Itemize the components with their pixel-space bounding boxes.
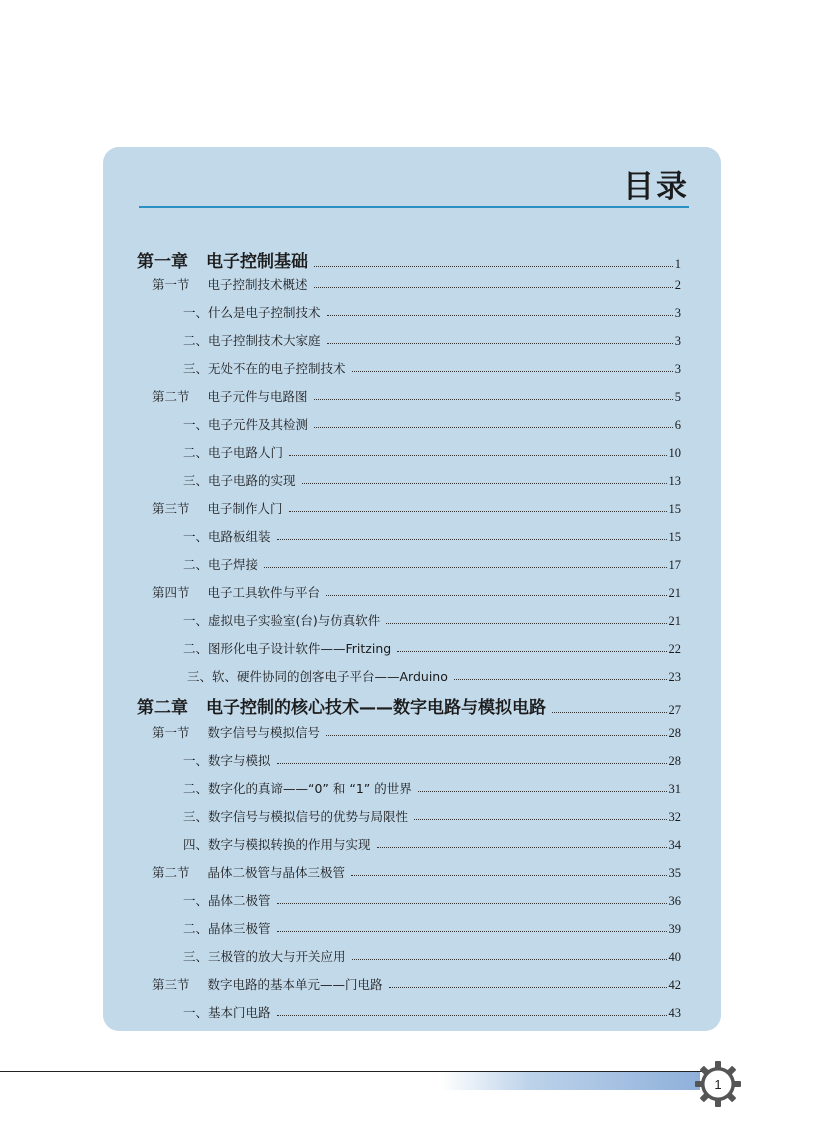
toc-panel (103, 147, 721, 1031)
toc-page-number: 17 (668, 558, 681, 572)
toc-page-number: 31 (668, 782, 681, 796)
toc-page-number: 3 (674, 306, 681, 320)
toc-dot-leader (302, 483, 667, 484)
toc-entry-title: 三、软、硬件协同的创客电子平台——Arduino (187, 669, 448, 684)
toc-dot-leader (314, 266, 673, 267)
toc-entry-label: 第一节 (152, 725, 190, 740)
toc-entry-title: 四、数字与模拟转换的作用与实现 (183, 837, 371, 852)
toc-section-row[interactable] (152, 975, 681, 993)
toc-entry-title: 一、基本门电路 (183, 1005, 271, 1020)
toc-entry-title: 二、图形化电子设计软件——Fritzing (183, 641, 392, 656)
toc-entry-label: 第三节 (152, 501, 190, 516)
toc-entry-title: 电子控制技术概述 (207, 277, 308, 292)
title-divider (139, 206, 689, 208)
toc-entry-title: 一、什么是电子控制技术 (183, 305, 321, 320)
page-title: 目录 (623, 169, 689, 205)
toc-dot-leader (277, 903, 667, 904)
toc-entry-title: 三、电子电路的实现 (183, 473, 296, 488)
toc-entry-title: 数字信号与模拟信号 (207, 725, 321, 740)
toc-item-row[interactable] (183, 779, 681, 797)
toc-dot-leader (277, 763, 667, 764)
toc-entry-title: 数字电路的基本单元——门电路 (207, 977, 383, 992)
toc-page-number: 42 (668, 978, 681, 992)
toc-item-row[interactable] (183, 891, 681, 909)
toc-entry-title: 一、晶体二极管 (183, 893, 271, 908)
toc-entry-label: 第三节 (152, 977, 190, 992)
toc-dot-leader (377, 847, 667, 848)
toc-dot-leader (397, 651, 666, 652)
toc-entry-title: 晶体二极管与晶体三极管 (207, 865, 346, 880)
toc-item-row[interactable] (183, 527, 681, 545)
toc-item-row[interactable] (183, 835, 681, 853)
toc-entry-title: 电子元件与电路图 (207, 389, 308, 404)
toc-entry-label: 第一章 (137, 252, 188, 272)
toc-item-row[interactable] (183, 359, 681, 377)
toc-dot-leader (314, 287, 673, 288)
toc-page-number: 43 (668, 1006, 681, 1020)
toc-entry-title: 三、无处不在的电子控制技术 (183, 361, 346, 376)
toc-dot-leader (326, 595, 666, 596)
toc-dot-leader (418, 791, 667, 792)
toc-page-number: 15 (668, 530, 681, 544)
toc-dot-leader (264, 567, 666, 568)
toc-item-row[interactable] (183, 919, 681, 937)
toc-page-number: 6 (674, 418, 681, 432)
toc-page-number: 5 (674, 390, 681, 404)
toc-page-number: 21 (668, 586, 681, 600)
toc-page-number: 10 (668, 446, 681, 460)
toc-dot-leader (277, 931, 667, 932)
toc-page-number: 40 (668, 950, 681, 964)
toc-dot-leader (314, 399, 673, 400)
toc-page-number: 34 (668, 838, 681, 852)
toc-entry-title: 电子制作人门 (207, 501, 283, 516)
toc-dot-leader (351, 875, 666, 876)
toc-entry-title: 电子控制的核心技术——数字电路与模拟电路 (206, 698, 546, 718)
toc-entry-title: 一、电路板组装 (183, 529, 271, 544)
toc-page-number: 15 (668, 502, 681, 516)
toc-entry-title: 一、数字与模拟 (183, 753, 271, 768)
toc-section-row[interactable] (152, 723, 681, 741)
toc-entry-title: 二、数字化的真谛——“0” 和 “1” 的世界 (183, 781, 412, 796)
toc-entry-title: 二、晶体三极管 (183, 921, 271, 936)
toc-dot-leader (314, 427, 673, 428)
toc-entry-title: 一、电子元件及其检测 (183, 417, 309, 432)
toc-dot-leader (289, 511, 667, 512)
toc-section-row[interactable] (152, 863, 681, 881)
toc-entry-title: 二、电子电路人门 (183, 445, 284, 460)
toc-entry-label: 第一节 (152, 277, 190, 292)
toc-chapter-row[interactable] (137, 247, 681, 272)
toc-page-number: 36 (668, 894, 681, 908)
toc-item-row[interactable] (183, 807, 681, 825)
toc-page-number: 28 (668, 754, 681, 768)
toc-entry-title: 电子控制基础 (206, 252, 308, 272)
toc-dot-leader (552, 712, 667, 713)
toc-section-row[interactable] (152, 275, 681, 293)
toc-entry-title: 二、电子控制技术大家庭 (183, 333, 321, 348)
toc-dot-leader (352, 371, 673, 372)
toc-item-row[interactable] (183, 639, 681, 657)
toc-section-row[interactable] (152, 583, 681, 601)
toc-page-number: 23 (668, 670, 681, 684)
toc-item-row[interactable] (183, 331, 681, 349)
toc-page-number: 2 (674, 278, 681, 292)
toc-section-row[interactable] (152, 499, 681, 517)
toc-entry-title: 电子工具软件与平台 (207, 585, 321, 600)
toc-dot-leader (352, 959, 667, 960)
toc-dot-leader (414, 819, 666, 820)
toc-entry-label: 第二节 (152, 389, 190, 404)
toc-page-number: 3 (674, 362, 681, 376)
toc-section-row[interactable] (152, 387, 681, 405)
toc-dot-leader (389, 987, 667, 988)
toc-item-row[interactable] (183, 1003, 681, 1021)
toc-page-number: 22 (668, 642, 681, 656)
toc-item-row[interactable] (183, 471, 681, 489)
toc-entry-title: 三、数字信号与模拟信号的优势与局限性 (183, 809, 409, 824)
toc-entry-title: 二、电子焊接 (183, 557, 259, 572)
toc-item-row[interactable] (183, 947, 681, 965)
toc-page-number: 27 (668, 703, 681, 717)
toc-item-row[interactable] (183, 443, 681, 461)
toc-entry-label: 第二节 (152, 865, 190, 880)
toc-page-number: 3 (674, 334, 681, 348)
toc-entry-label: 第四节 (152, 585, 190, 600)
toc-item-row[interactable] (183, 303, 681, 321)
toc-page-number: 32 (668, 810, 681, 824)
toc-item-row[interactable] (183, 751, 681, 769)
toc-page-number: 21 (668, 614, 681, 628)
page-number: 1 (714, 1076, 722, 1092)
toc-entry-title: 三、三极管的放大与开关应用 (183, 949, 346, 964)
toc-page-number: 39 (668, 922, 681, 936)
toc-dot-leader (277, 539, 667, 540)
toc-dot-leader (327, 343, 673, 344)
toc-page-number: 35 (668, 866, 681, 880)
toc-dot-leader (277, 1015, 667, 1016)
toc-dot-leader (454, 679, 667, 680)
toc-page-number: 13 (668, 474, 681, 488)
toc-item-row[interactable] (183, 555, 681, 573)
toc-item-row[interactable] (187, 667, 681, 685)
toc-dot-leader (386, 623, 666, 624)
toc-chapter-row[interactable] (137, 693, 681, 718)
toc-item-row[interactable] (183, 415, 681, 433)
toc-dot-leader (327, 315, 673, 316)
toc-item-row[interactable] (183, 611, 681, 629)
toc-dot-leader (289, 455, 666, 456)
toc-page-number: 28 (668, 726, 681, 740)
toc-dot-leader (326, 735, 666, 736)
toc-entry-title: 一、虚拟电子实验室(台)与仿真软件 (183, 613, 381, 628)
toc-page-number: 1 (674, 257, 681, 271)
footer-gradient-bar (440, 1072, 700, 1090)
toc-entry-label: 第二章 (137, 698, 188, 718)
